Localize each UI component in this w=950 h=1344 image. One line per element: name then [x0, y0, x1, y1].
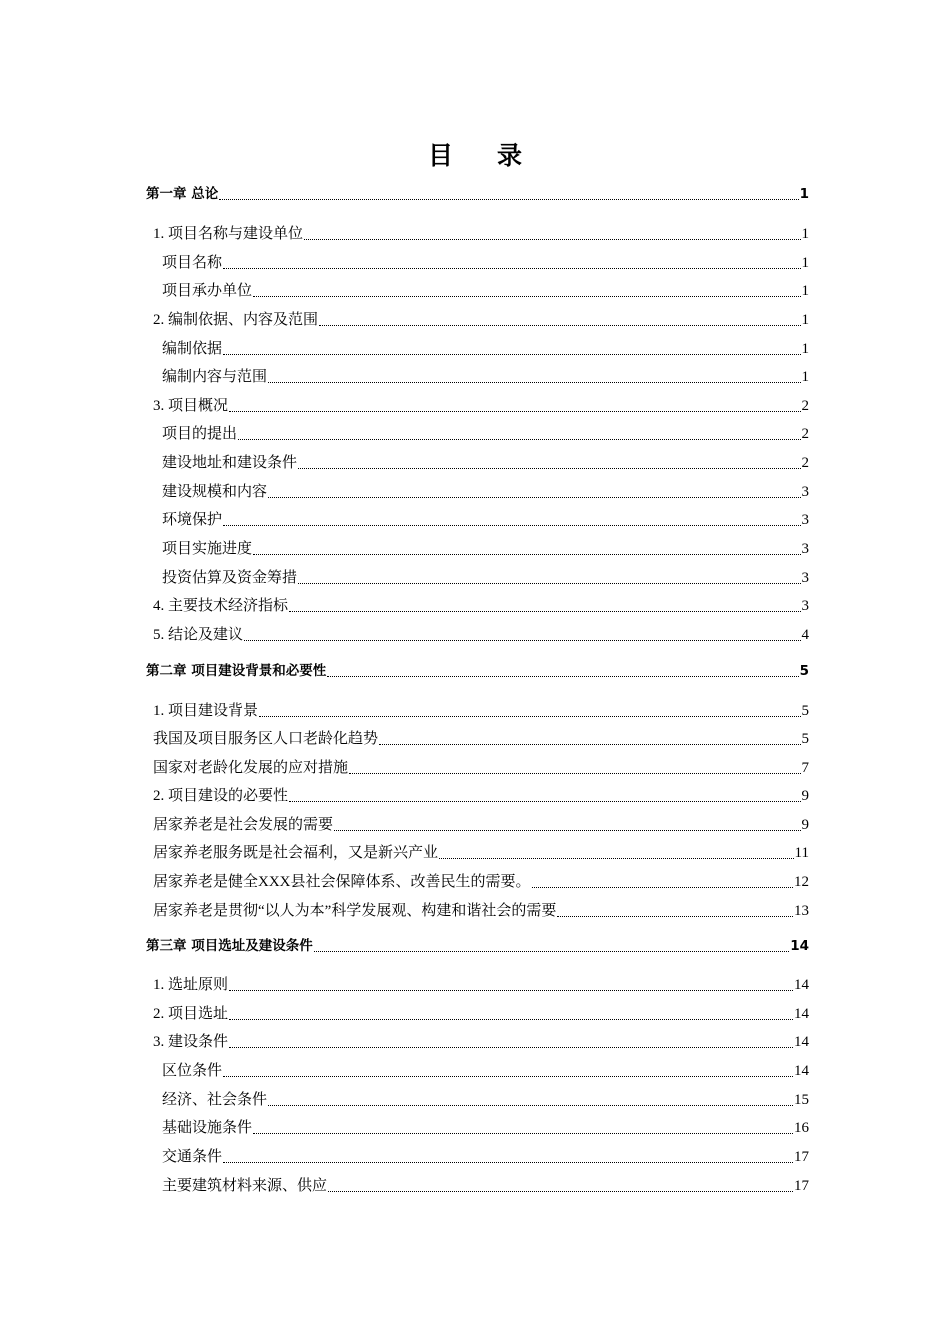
toc-entry-page: 5 — [801, 703, 809, 719]
toc-entry-page: 2 — [801, 398, 809, 414]
dot-leader — [253, 296, 800, 297]
dot-leader — [314, 951, 790, 952]
dot-leader — [304, 239, 800, 240]
dot-leader — [223, 1162, 793, 1163]
toc-entry-label: 1. 项目名称与建设单位 — [153, 226, 304, 242]
toc-entry-page: 1 — [801, 312, 809, 328]
dot-leader — [334, 830, 800, 831]
toc-entry-page: 17 — [794, 1149, 809, 1165]
dot-leader — [349, 773, 800, 774]
toc-entry[interactable] — [162, 424, 809, 444]
toc-entry[interactable] — [153, 872, 809, 892]
toc-entry-label: 4. 主要技术经济指标 — [153, 598, 289, 614]
toc-entry-page: 9 — [801, 788, 809, 804]
toc-entry-page: 4 — [801, 627, 809, 643]
toc-entry-label: 国家对老龄化发展的应对措施 — [153, 760, 349, 776]
toc-entry-label: 基础设施条件 — [162, 1120, 253, 1136]
toc-entry-label: 1. 项目建设背景 — [153, 703, 259, 719]
toc-entry[interactable] — [162, 1061, 809, 1081]
toc-entry-page: 14 — [790, 938, 809, 954]
toc-entry-page: 2 — [801, 426, 809, 442]
toc-entry[interactable] — [162, 1176, 809, 1196]
dot-leader — [298, 583, 800, 584]
toc-entry[interactable] — [153, 596, 809, 616]
toc-entry-label: 居家养老是社会发展的需要 — [153, 817, 334, 833]
toc-entry[interactable] — [162, 281, 809, 301]
toc-entry-label: 项目承办单位 — [162, 283, 253, 299]
toc-entry-label: 3. 建设条件 — [153, 1034, 229, 1050]
toc-entry[interactable] — [153, 975, 809, 995]
dot-leader — [238, 439, 800, 440]
toc-entry[interactable] — [162, 1118, 809, 1138]
toc-entry-label: 项目名称 — [162, 255, 223, 271]
toc-entry-page: 14 — [794, 1006, 809, 1022]
toc-chapter-entry[interactable] — [146, 184, 809, 204]
toc-entry-label: 居家养老是健全XXX县社会保障体系、改善民生的需要。 — [153, 874, 531, 890]
toc-entry-page: 3 — [801, 541, 809, 557]
dot-leader — [319, 325, 800, 326]
page-title: 目录 — [427, 141, 566, 170]
dot-leader — [557, 916, 793, 917]
toc-entry-page: 14 — [794, 977, 809, 993]
dot-leader — [532, 887, 794, 888]
toc-entry-label: 第三章 项目选址及建设条件 — [146, 938, 313, 954]
toc-entry-label: 投资估算及资金筹措 — [162, 570, 298, 586]
toc-entry-page: 3 — [801, 512, 809, 528]
toc-entry[interactable] — [162, 367, 809, 387]
toc-entry-label: 编制内容与范围 — [162, 369, 268, 385]
dot-leader — [229, 1019, 793, 1020]
toc-entry-label: 2. 编制依据、内容及范围 — [153, 312, 319, 328]
toc-entry[interactable] — [162, 568, 809, 588]
dot-leader — [289, 801, 800, 802]
toc-entry[interactable] — [153, 310, 809, 330]
dot-leader — [268, 382, 800, 383]
toc-entry-page: 5 — [799, 663, 809, 679]
dot-leader — [328, 1191, 793, 1192]
dot-leader — [379, 744, 800, 745]
toc-entry-page: 14 — [794, 1063, 809, 1079]
dot-leader — [223, 354, 800, 355]
toc-entry[interactable] — [153, 396, 809, 416]
toc-entry-page: 1 — [801, 369, 809, 385]
dot-leader — [223, 1076, 793, 1077]
toc-entry-label: 5. 结论及建议 — [153, 627, 244, 643]
toc-entry-page: 14 — [794, 1034, 809, 1050]
dot-leader — [268, 497, 800, 498]
dot-leader — [229, 990, 793, 991]
toc-entry-label: 交通条件 — [162, 1149, 223, 1165]
toc-entry-label: 1. 选址原则 — [153, 977, 229, 993]
toc-entry[interactable] — [153, 1004, 809, 1024]
toc-entry-page: 1 — [801, 283, 809, 299]
toc-entry-label: 经济、社会条件 — [162, 1092, 268, 1108]
toc-entry[interactable] — [153, 843, 809, 863]
toc-entry-label: 我国及项目服务区人口老龄化趋势 — [153, 731, 379, 747]
toc-entry-label: 居家养老服务既是社会福利，又是新兴产业 — [153, 845, 439, 861]
toc-entry[interactable] — [162, 453, 809, 473]
toc-entry-page: 7 — [801, 760, 809, 776]
toc-entry-page: 3 — [801, 598, 809, 614]
toc-entry[interactable] — [153, 701, 809, 721]
dot-leader — [229, 1047, 793, 1048]
toc-entry-label: 主要建筑材料来源、供应 — [162, 1178, 328, 1194]
toc-entry-page: 1 — [801, 226, 809, 242]
toc-entry-label: 编制依据 — [162, 341, 223, 357]
toc-entry-page: 3 — [801, 484, 809, 500]
toc-entry-page: 2 — [801, 455, 809, 471]
toc-entry-label: 项目实施进度 — [162, 541, 253, 557]
toc-entry-label: 区位条件 — [162, 1063, 223, 1079]
dot-leader — [439, 858, 794, 859]
toc-entry[interactable] — [153, 625, 809, 645]
dot-leader — [244, 640, 800, 641]
dot-leader — [219, 199, 798, 200]
toc-entry[interactable] — [153, 815, 809, 835]
toc-entry-page: 17 — [794, 1178, 809, 1194]
toc-entry[interactable] — [153, 729, 809, 749]
toc-entry-page: 1 — [799, 186, 809, 202]
toc-entry[interactable] — [162, 1090, 809, 1110]
dot-leader — [253, 1133, 793, 1134]
dot-leader — [268, 1105, 793, 1106]
toc-entry-page: 13 — [794, 903, 809, 919]
toc-entry-label: 2. 项目选址 — [153, 1006, 229, 1022]
toc-entry[interactable] — [153, 901, 809, 921]
toc-entry[interactable] — [162, 253, 809, 273]
toc-entry-label: 居家养老是贯彻“以人为本”科学发展观、构建和谐社会的需要 — [153, 903, 557, 919]
toc-chapter-entry[interactable] — [146, 661, 809, 681]
toc-entry-label: 环境保护 — [162, 512, 223, 528]
toc-entry[interactable] — [153, 224, 809, 244]
dot-leader — [223, 525, 800, 526]
toc-entry-page: 11 — [794, 845, 809, 861]
toc-entry-label: 建设地址和建设条件 — [162, 455, 298, 471]
dot-leader — [229, 411, 800, 412]
toc-entry[interactable] — [162, 1147, 809, 1167]
dot-leader — [289, 611, 800, 612]
toc-entry-page: 15 — [794, 1092, 809, 1108]
toc-entry[interactable] — [162, 539, 809, 559]
toc-entry-page: 1 — [801, 255, 809, 271]
toc-entry-page: 5 — [801, 731, 809, 747]
toc-entry-page: 1 — [801, 341, 809, 357]
dot-leader — [223, 268, 800, 269]
toc-entry-page: 9 — [801, 817, 809, 833]
dot-leader — [253, 554, 800, 555]
toc-entry[interactable] — [162, 482, 809, 502]
toc-entry[interactable] — [162, 339, 809, 359]
dot-leader — [259, 716, 800, 717]
toc-entry[interactable] — [153, 1032, 809, 1052]
dot-leader — [327, 676, 798, 677]
toc-entry[interactable] — [162, 510, 809, 530]
toc-entry-label: 3. 项目概况 — [153, 398, 229, 414]
toc-entry-label: 第一章 总论 — [146, 186, 219, 202]
toc-entry[interactable] — [153, 786, 809, 806]
toc-entry-page: 16 — [794, 1120, 809, 1136]
toc-entry-label: 2. 项目建设的必要性 — [153, 788, 289, 804]
toc-chapter-entry[interactable] — [146, 936, 809, 956]
toc-entry-page: 12 — [794, 874, 809, 890]
toc-entry-label: 第二章 项目建设背景和必要性 — [146, 663, 327, 679]
toc-entry[interactable] — [153, 758, 809, 778]
toc-entry-label: 项目的提出 — [162, 426, 238, 442]
toc-entry-label: 建设规模和内容 — [162, 484, 268, 500]
toc-entry-page: 3 — [801, 570, 809, 586]
dot-leader — [298, 468, 800, 469]
